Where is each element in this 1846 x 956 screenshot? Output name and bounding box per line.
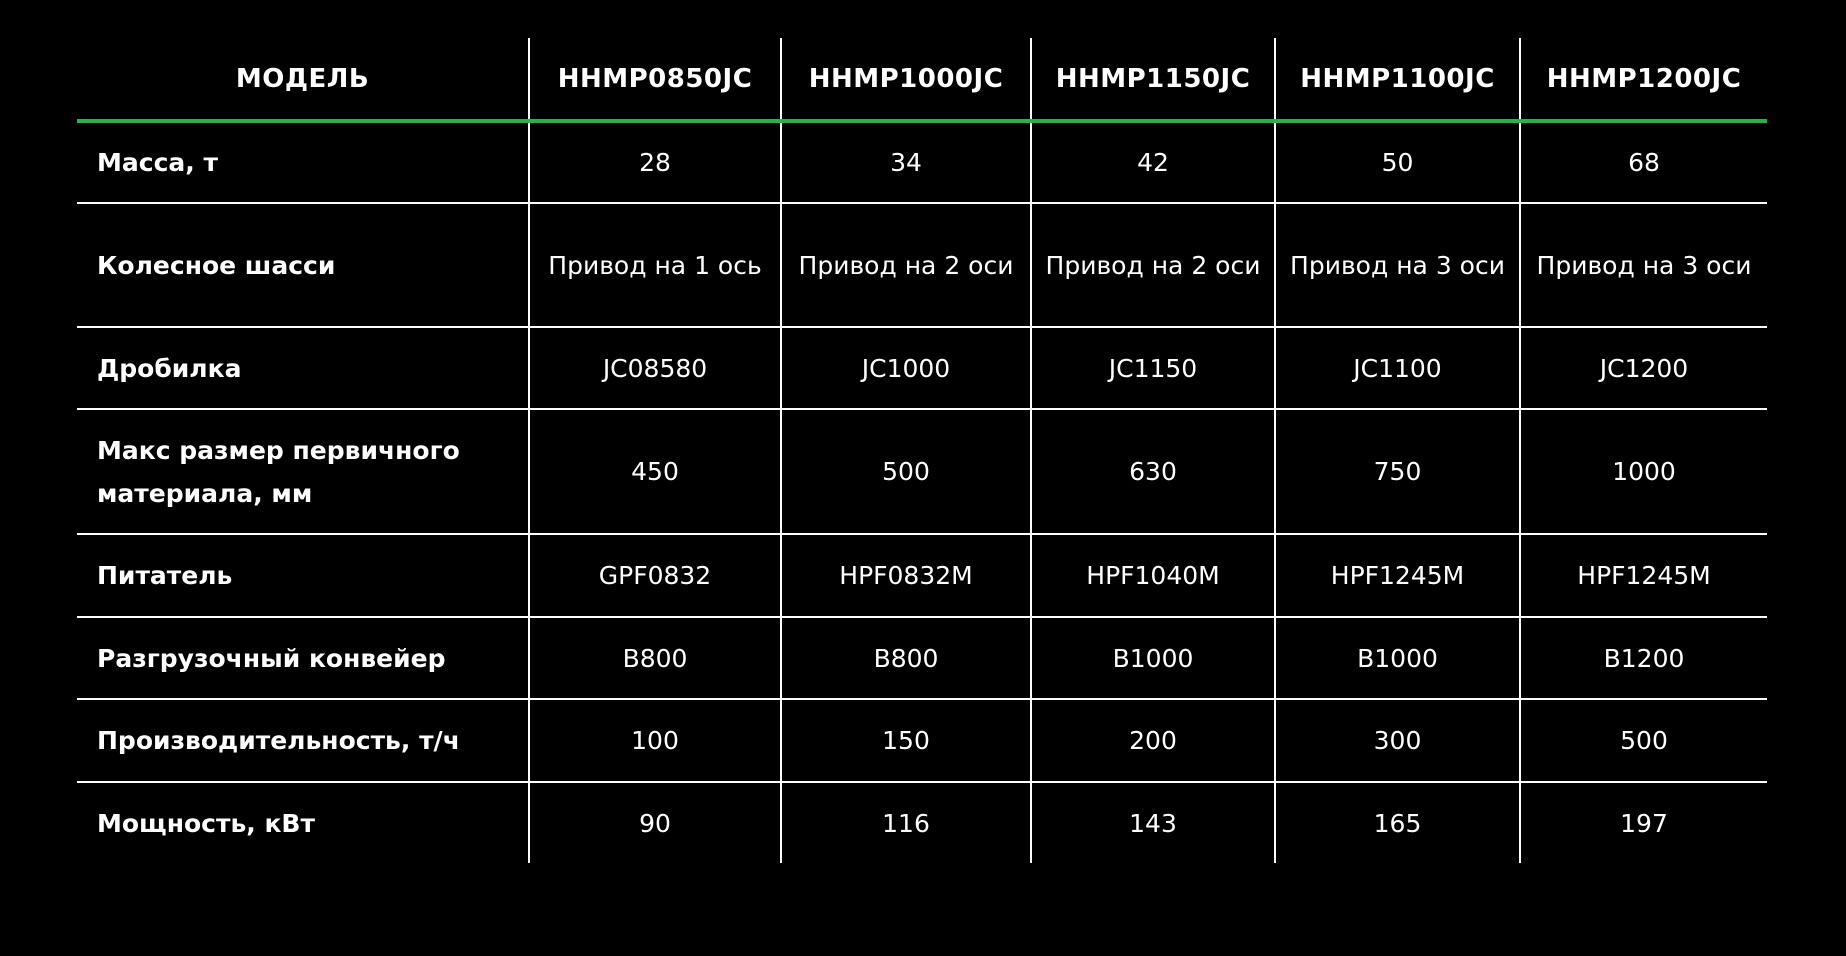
- table-cell: 197: [1520, 782, 1767, 863]
- table-row-chassis: [77, 203, 1767, 327]
- table-cell: 28: [529, 121, 781, 203]
- table-cell: JC08580: [529, 327, 781, 409]
- table-cell: HPF1245M: [1275, 534, 1520, 617]
- table-cell: 34: [781, 121, 1031, 203]
- table-body: [77, 121, 1767, 863]
- row-label: Разгрузочный конвейер: [77, 617, 529, 699]
- table-row-mass: [77, 121, 1767, 203]
- column-header-hhmp1200jc: HHMP1200JC: [1520, 38, 1767, 121]
- table-cell: HPF1245M: [1520, 534, 1767, 617]
- table-cell: 500: [1520, 699, 1767, 782]
- row-label: Производительность, т/ч: [77, 699, 529, 782]
- table-cell: 150: [781, 699, 1031, 782]
- table-cell: 750: [1275, 409, 1520, 534]
- table-cell: 116: [781, 782, 1031, 863]
- row-label: Масса, т: [77, 121, 529, 203]
- table-cell: 42: [1031, 121, 1275, 203]
- table-cell: Привод на 3 оси: [1275, 203, 1520, 327]
- spec-comparison-table: [77, 38, 1767, 863]
- table-cell: 630: [1031, 409, 1275, 534]
- column-header-hhmp1150jc: HHMP1150JC: [1031, 38, 1275, 121]
- table-cell: GPF0832: [529, 534, 781, 617]
- table-cell: JC1000: [781, 327, 1031, 409]
- table-cell: 143: [1031, 782, 1275, 863]
- table-cell: 90: [529, 782, 781, 863]
- table-cell: 200: [1031, 699, 1275, 782]
- table-cell: JC1100: [1275, 327, 1520, 409]
- column-header-hhmp1100jc: HHMP1100JC: [1275, 38, 1520, 121]
- table-cell: 68: [1520, 121, 1767, 203]
- table-cell: 50: [1275, 121, 1520, 203]
- table-row-discharge-conveyor: [77, 617, 1767, 699]
- row-label: Питатель: [77, 534, 529, 617]
- table-cell: B1000: [1275, 617, 1520, 699]
- header-row: [77, 38, 1767, 121]
- table-cell: 1000: [1520, 409, 1767, 534]
- table-cell: B1000: [1031, 617, 1275, 699]
- table-cell: JC1150: [1031, 327, 1275, 409]
- column-header-model: МОДЕЛЬ: [77, 38, 529, 121]
- row-label: Макс размер первичного материала, мм: [77, 409, 529, 534]
- table-cell: 300: [1275, 699, 1520, 782]
- table-cell: 165: [1275, 782, 1520, 863]
- column-header-hhmp1000jc: HHMP1000JC: [781, 38, 1031, 121]
- table-cell: HPF1040M: [1031, 534, 1275, 617]
- table-cell: B800: [529, 617, 781, 699]
- table-row-feeder: [77, 534, 1767, 617]
- table-cell: Привод на 2 оси: [1031, 203, 1275, 327]
- table-header: [77, 38, 1767, 121]
- table-row-capacity: [77, 699, 1767, 782]
- row-label: Мощность, кВт: [97, 808, 315, 838]
- table-cell: B1200: [1520, 617, 1767, 699]
- row-label: Дробилка: [77, 327, 529, 409]
- table-cell: Привод на 1 ось: [529, 203, 781, 327]
- table-cell: 100: [529, 699, 781, 782]
- table-cell: 450: [529, 409, 781, 534]
- column-header-hhmp0850jc: HHMP0850JC: [529, 38, 781, 121]
- table-row-crusher: [77, 327, 1767, 409]
- table-cell: B800: [781, 617, 1031, 699]
- table-row-power: [77, 782, 1767, 863]
- table-cell: 500: [781, 409, 1031, 534]
- table-cell: Привод на 2 оси: [781, 203, 1031, 327]
- row-label: Колесное шасси: [77, 203, 529, 327]
- table-cell: JC1200: [1520, 327, 1767, 409]
- table-row-max-feed-size: [77, 409, 1767, 534]
- table-cell: HPF0832M: [781, 534, 1031, 617]
- table-cell: Привод на 3 оси: [1520, 203, 1767, 327]
